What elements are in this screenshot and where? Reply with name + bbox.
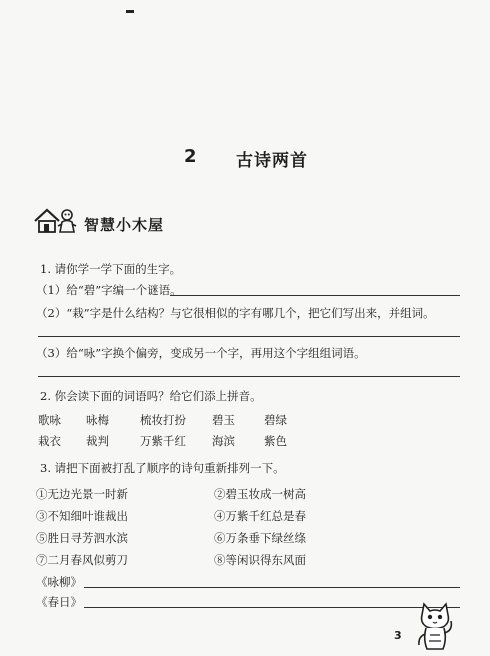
- poem-line: ②碧玉妆成一树高: [214, 487, 306, 501]
- vocab-word: 万紫千红: [140, 434, 186, 448]
- answer-line[interactable]: [170, 295, 460, 296]
- answer-line[interactable]: [38, 336, 460, 337]
- q1-item3: （3）给“咏”字换个偏旁，变成另一个字，再用这个字组组词语。: [36, 346, 366, 360]
- q1-item2: （2）“栽”字是什么结构？与它很相似的字有哪几个，把它们写出来，并组词。: [36, 306, 435, 320]
- poem-title-yongliu: 《咏柳》: [36, 575, 82, 589]
- poem-line: ④万紫千红总是春: [214, 509, 306, 523]
- poem-title-chunri: 《春日》: [36, 595, 82, 609]
- vocab-word: 裁判: [86, 434, 109, 448]
- vocab-word: 碧绿: [264, 413, 287, 427]
- vocab-word: 海滨: [212, 434, 235, 448]
- cat-mascot-icon: [413, 601, 457, 653]
- vocab-word: 歌咏: [38, 413, 61, 427]
- vocab-word: 紫色: [264, 434, 287, 448]
- poem-line: ⑦二月春风似剪刀: [36, 553, 128, 567]
- chapter-number: 2: [184, 146, 197, 167]
- vocab-word: 碧玉: [212, 413, 235, 427]
- answer-line[interactable]: [38, 376, 460, 377]
- q3-heading: 3. 请把下面被打乱了顺序的诗句重新排列一下。: [40, 461, 285, 475]
- chapter-title: 古诗两首: [236, 151, 308, 171]
- page-number: 3: [394, 629, 402, 642]
- wooden-house-icon: [32, 207, 82, 235]
- poem-line: ①无边光景一时新: [36, 487, 128, 501]
- section-title: 智慧小木屋: [84, 216, 165, 234]
- answer-line[interactable]: [84, 587, 460, 588]
- q1-item1: （1）给“碧”字编一个谜语。: [36, 283, 182, 297]
- answer-line[interactable]: [84, 607, 460, 608]
- q1-heading: 1. 请你学一学下面的生字。: [40, 262, 182, 276]
- poem-line: ⑥万条垂下绿丝绦: [214, 531, 306, 545]
- poem-line: ⑧等闲识得东风面: [214, 553, 306, 567]
- top-mark: [126, 10, 134, 13]
- vocab-word: 梳妆打扮: [140, 413, 186, 427]
- vocab-word: 咏梅: [86, 413, 109, 427]
- poem-line: ⑤胜日寻芳泗水滨: [36, 531, 128, 545]
- vocab-word: 栽衣: [38, 434, 61, 448]
- q2-heading: 2. 你会读下面的词语吗？给它们添上拼音。: [40, 389, 262, 403]
- poem-line: ③不知细叶谁裁出: [36, 509, 128, 523]
